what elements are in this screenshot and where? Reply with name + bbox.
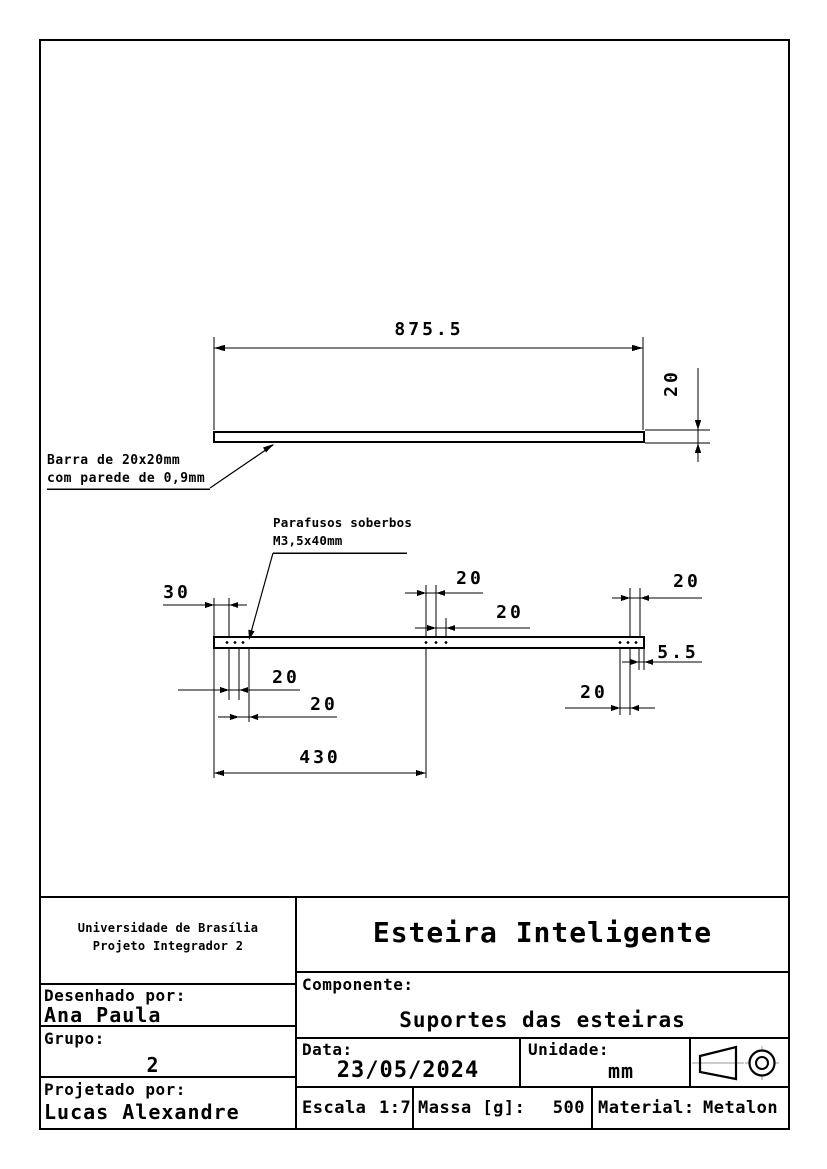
drawn-by-value: Ana Paula xyxy=(44,1003,162,1027)
project-title: Esteira Inteligente xyxy=(372,916,713,949)
group-value: 2 xyxy=(146,1053,160,1077)
scale-label: Escala xyxy=(302,1098,367,1118)
date-label: Data: xyxy=(302,1040,353,1059)
bar-note-line2: com parede de 0,9mm xyxy=(47,471,206,486)
mass-value: 500 xyxy=(552,1098,585,1118)
institution-line1: Universidade de Brasília xyxy=(77,921,259,935)
top-view-bar xyxy=(214,432,644,442)
screws-note-line2: M3,5x40mm xyxy=(273,533,343,548)
unit-label: Unidade: xyxy=(528,1040,610,1059)
dim-left-spacing-2: 20 xyxy=(310,694,338,715)
date-value: 23/05/2024 xyxy=(336,1058,480,1083)
bar-note-line1: Barra de 20x20mm xyxy=(47,453,181,468)
dim-height-20: 20 xyxy=(661,369,682,397)
designed-by-value: Lucas Alexandre xyxy=(44,1100,240,1124)
scale-value: 1:7 xyxy=(379,1098,412,1118)
drawn-by-label: Desenhado por: xyxy=(44,986,186,1005)
dim-end-offset-30: 30 xyxy=(163,582,191,603)
material-value: Metalon xyxy=(703,1098,779,1118)
side-view-bar xyxy=(214,637,644,648)
dim-left-spacing-1: 20 xyxy=(272,667,300,688)
mass-label: Massa [g]: xyxy=(418,1098,526,1118)
component-label: Componente: xyxy=(302,975,414,994)
dim-length-875: 875.5 xyxy=(394,319,464,340)
institution-line2: Projeto Integrador 2 xyxy=(92,939,244,953)
designed-by-label: Projetado por: xyxy=(44,1080,186,1099)
dim-right-end-5p5: 5.5 xyxy=(657,642,699,663)
unit-value: mm xyxy=(607,1059,635,1083)
component-value: Suportes das esteiras xyxy=(399,1008,686,1032)
dim-right-spacing-bottom: 20 xyxy=(580,682,608,703)
dim-mid-spacing-2: 20 xyxy=(496,602,524,623)
group-label: Grupo: xyxy=(44,1029,105,1048)
dim-mid-spacing-1: 20 xyxy=(456,568,484,589)
dim-center-430: 430 xyxy=(299,747,341,768)
screws-note-line1: Parafusos soberbos xyxy=(273,515,413,530)
material-label: Material: xyxy=(598,1098,695,1118)
dim-right-spacing-top: 20 xyxy=(673,571,701,592)
